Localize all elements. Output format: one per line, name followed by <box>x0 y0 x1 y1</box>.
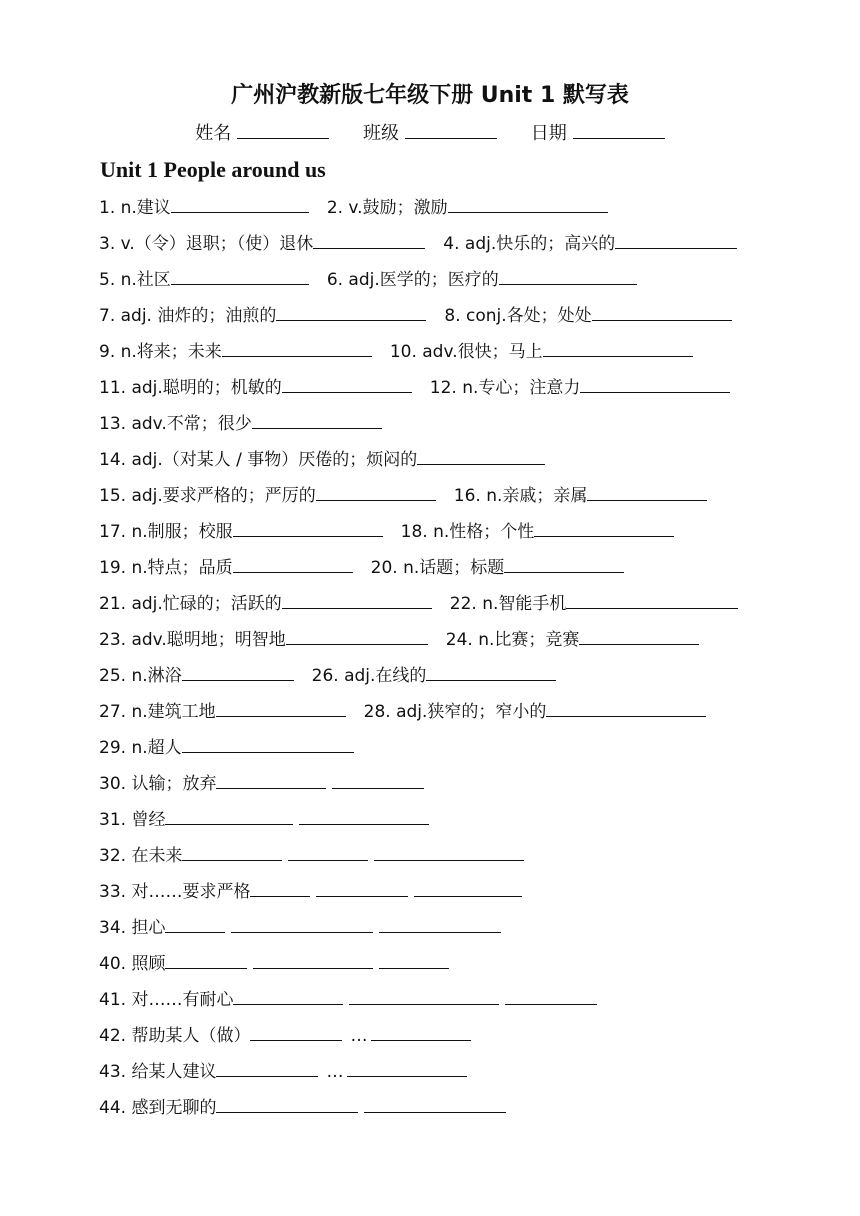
answer-blank <box>165 914 225 933</box>
name-blank <box>237 122 329 139</box>
worksheet-item <box>99 590 432 618</box>
answer-blank <box>233 554 353 573</box>
answer-blank <box>233 986 343 1005</box>
answer-blank <box>182 734 354 753</box>
item-prompt: 15. adj.要求严格的；严厉的 <box>99 486 316 506</box>
answer-blank <box>250 1022 342 1041</box>
page-title: 广州沪教新版七年级下册 Unit 1 默写表 <box>231 83 629 108</box>
worksheet-row <box>99 302 799 338</box>
item-prompt: 27. n.建筑工地 <box>99 702 216 722</box>
worksheet-item <box>446 626 700 654</box>
answer-blank <box>543 338 693 357</box>
name-label: 姓名 <box>195 123 232 144</box>
item-prompt: 32. 在未来 <box>99 846 183 866</box>
worksheet-item <box>444 302 731 330</box>
answer-blank <box>286 626 428 645</box>
answer-blank <box>371 1022 471 1041</box>
unit-heading: Unit 1 People around us <box>100 157 326 182</box>
item-prompt: 24. n.比赛；竞赛 <box>445 630 580 650</box>
item-prompt: 41. 对……有耐心 <box>99 990 234 1010</box>
answer-blank <box>165 950 247 969</box>
worksheet-row <box>99 266 799 302</box>
item-prompt: 33. 对……要求严格 <box>99 882 251 902</box>
item-prompt: 13. adv.不常；很少 <box>99 414 252 434</box>
worksheet-row <box>99 1094 799 1130</box>
worksheet-row <box>99 518 799 554</box>
item-prompt: 28. adj.狭窄的；窄小的 <box>363 702 547 722</box>
answer-blank <box>182 842 282 861</box>
answer-blank <box>364 1094 506 1113</box>
item-prompt: 31. 曾经 <box>99 810 166 830</box>
item-prompt: 11. adj.聪明的；机敏的 <box>99 378 282 398</box>
answer-blank <box>374 842 524 861</box>
worksheet-item <box>99 1058 318 1086</box>
item-prompt: 16. n.亲戚；亲属 <box>453 486 588 506</box>
answer-blank <box>546 698 706 717</box>
item-prompt: 44. 感到无聊的 <box>99 1098 217 1118</box>
item-prompt: 43. 给某人建议 <box>99 1062 217 1082</box>
item-prompt: … <box>326 1062 344 1082</box>
worksheet-item <box>99 338 372 366</box>
date-blank <box>573 122 665 139</box>
worksheet-row <box>99 986 799 1022</box>
answer-blank <box>252 410 382 429</box>
worksheet-row <box>99 878 799 914</box>
item-prompt: 7. adj. 油炸的；油煎的 <box>99 306 277 326</box>
worksheet-item <box>99 914 501 942</box>
worksheet-row <box>99 1022 799 1058</box>
worksheet-row <box>99 950 799 986</box>
item-prompt: 3. v.（令）退职；（使）退休 <box>99 234 314 254</box>
item-prompt: 34. 担心 <box>99 918 166 938</box>
answer-blank <box>313 230 425 249</box>
item-prompt: 30. 认输；放弃 <box>99 774 217 794</box>
answer-blank <box>347 1058 467 1077</box>
item-prompt: 20. n.话题；标题 <box>370 558 505 578</box>
answer-blank <box>231 914 373 933</box>
worksheet-row <box>99 662 799 698</box>
item-prompt: 17. n.制服；校服 <box>99 522 233 542</box>
answer-blank <box>417 446 545 465</box>
answer-blank <box>379 914 501 933</box>
worksheet-item <box>99 950 449 978</box>
answer-blank <box>414 878 522 897</box>
worksheet-row <box>99 554 799 590</box>
worksheet-item <box>99 986 597 1014</box>
worksheet-row <box>99 446 799 482</box>
worksheet-item <box>443 230 737 258</box>
worksheet-row <box>99 482 799 518</box>
item-prompt: 42. 帮助某人（做） <box>99 1026 251 1046</box>
answer-blank <box>288 842 368 861</box>
worksheet-item <box>430 374 731 402</box>
item-prompt: 5. n.社区 <box>99 270 171 290</box>
answer-blank <box>534 518 674 537</box>
answer-blank <box>299 806 429 825</box>
worksheet-row <box>99 410 799 446</box>
answer-blank <box>579 626 699 645</box>
worksheet-row <box>99 626 799 662</box>
answer-blank <box>448 194 608 213</box>
worksheet-item <box>401 518 675 546</box>
class-label: 班级 <box>363 123 399 144</box>
item-prompt: 12. n.专心；注意力 <box>429 378 581 398</box>
answer-blank <box>250 878 310 897</box>
answer-blank <box>566 590 738 609</box>
answer-blank <box>171 266 309 285</box>
answer-blank <box>253 950 373 969</box>
worksheet-item <box>99 410 382 438</box>
worksheet-item <box>364 698 707 726</box>
answer-blank <box>216 770 326 789</box>
worksheet-row <box>99 194 799 230</box>
worksheet-item <box>346 1022 471 1050</box>
worksheet-item <box>454 482 708 510</box>
worksheet-row <box>99 374 799 410</box>
answer-blank <box>216 698 346 717</box>
worksheet-row <box>99 230 799 266</box>
answer-blank <box>504 554 624 573</box>
worksheet-item <box>322 1058 467 1086</box>
answer-blank <box>316 482 436 501</box>
worksheet-item <box>99 662 294 690</box>
answer-blank <box>216 1058 318 1077</box>
item-prompt: 26. adj.在线的 <box>311 666 427 686</box>
item-prompt: 8. conj.各处；处处 <box>444 306 592 326</box>
answer-blank <box>171 194 309 213</box>
worksheet-item <box>99 374 412 402</box>
student-info-line <box>0 121 860 147</box>
answer-blank <box>499 266 637 285</box>
worksheet-row <box>99 590 799 626</box>
worksheet-item <box>99 266 309 294</box>
worksheet-item <box>99 518 383 546</box>
answer-blank <box>332 770 424 789</box>
answer-blank <box>580 374 730 393</box>
answer-blank <box>282 374 412 393</box>
item-prompt: 19. n.特点；品质 <box>99 558 233 578</box>
answer-blank <box>615 230 737 249</box>
worksheet-item <box>371 554 625 582</box>
item-prompt: … <box>350 1026 368 1046</box>
worksheet-item <box>99 1022 342 1050</box>
answer-blank <box>505 986 597 1005</box>
item-prompt: 4. adj.快乐的；高兴的 <box>443 234 616 254</box>
worksheet-row <box>99 842 799 878</box>
worksheet-item <box>327 266 637 294</box>
answer-blank <box>222 338 372 357</box>
item-prompt: 14. adj.（对某人 / 事物）厌倦的；烦闷的 <box>99 450 418 470</box>
worksheet-item <box>450 590 739 618</box>
item-prompt: 29. n.超人 <box>99 738 182 758</box>
answer-blank <box>426 662 556 681</box>
worksheet-row <box>99 806 799 842</box>
answer-blank <box>233 518 383 537</box>
worksheet-item <box>99 482 436 510</box>
worksheet-item <box>312 662 557 690</box>
item-prompt: 2. v.鼓励；激励 <box>326 198 448 218</box>
answer-blank <box>379 950 449 969</box>
worksheet-item <box>99 194 309 222</box>
item-prompt: 18. n.性格；个性 <box>400 522 535 542</box>
answer-blank <box>316 878 408 897</box>
date-field <box>531 121 665 147</box>
date-label: 日期 <box>530 123 567 144</box>
vocabulary-list <box>99 194 799 1130</box>
worksheet-item <box>99 806 429 834</box>
class-field <box>363 121 497 147</box>
name-field <box>195 121 329 147</box>
worksheet-item <box>99 446 545 474</box>
worksheet-item <box>99 1094 506 1122</box>
worksheet-item <box>99 230 425 258</box>
worksheet-item <box>99 626 428 654</box>
worksheet-row <box>99 734 799 770</box>
class-blank <box>405 122 497 139</box>
worksheet-item <box>327 194 608 222</box>
worksheet-row <box>99 770 799 806</box>
answer-blank <box>282 590 432 609</box>
answer-blank <box>165 806 293 825</box>
worksheet-item <box>99 698 346 726</box>
worksheet-row <box>99 338 799 374</box>
item-prompt: 21. adj.忙碌的；活跃的 <box>99 594 282 614</box>
worksheet-row <box>99 698 799 734</box>
answer-blank <box>592 302 732 321</box>
worksheet-item <box>99 554 353 582</box>
item-prompt: 23. adv.聪明地；明智地 <box>99 630 286 650</box>
item-prompt: 9. n.将来；未来 <box>99 342 222 362</box>
worksheet-row <box>99 914 799 950</box>
answer-blank <box>349 986 499 1005</box>
answer-blank <box>587 482 707 501</box>
worksheet-item <box>99 878 522 906</box>
worksheet-item <box>99 842 524 870</box>
worksheet-row <box>99 1058 799 1094</box>
worksheet-item <box>99 302 426 330</box>
item-prompt: 6. adj.医学的；医疗的 <box>326 270 499 290</box>
item-prompt: 10. adv.很快；马上 <box>389 342 543 362</box>
worksheet-item <box>390 338 693 366</box>
item-prompt: 1. n.建议 <box>99 198 171 218</box>
answer-blank <box>276 302 426 321</box>
item-prompt: 40. 照顾 <box>99 954 166 974</box>
worksheet-item <box>99 734 354 762</box>
item-prompt: 22. n.智能手机 <box>449 594 567 614</box>
answer-blank <box>182 662 294 681</box>
answer-blank <box>216 1094 358 1113</box>
item-prompt: 25. n.淋浴 <box>99 666 182 686</box>
worksheet-item <box>99 770 424 798</box>
